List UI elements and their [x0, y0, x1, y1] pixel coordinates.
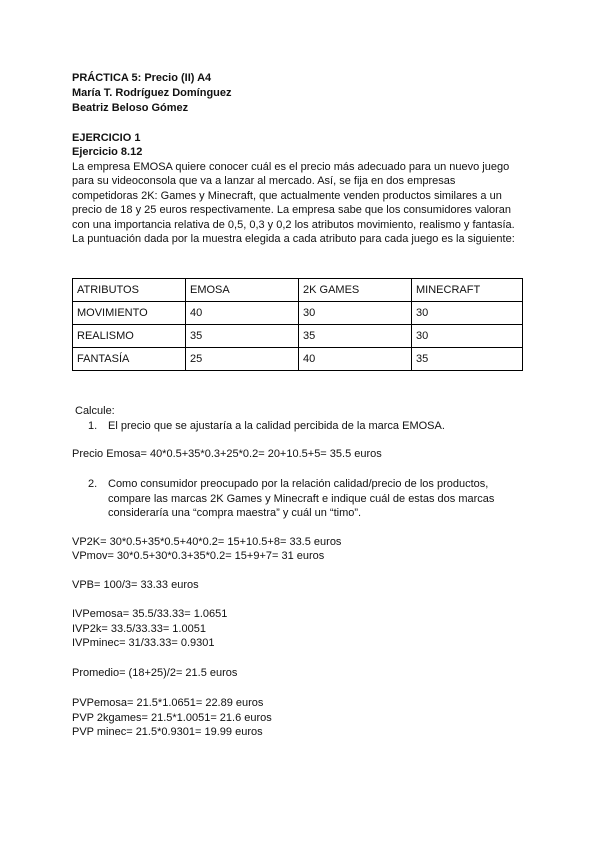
- answer-line: IVPminec= 31/33.33= 0.9301: [72, 637, 215, 649]
- table-cell: 35: [412, 348, 523, 371]
- question-text: compare las marcas 2K Games y Minecraft e indique cuál de estas dos marcas: [108, 493, 495, 505]
- answer-line: Precio Emosa= 40*0.5+35*0.3+25*0.2= 20+10.5+5= 35.5 euros: [72, 448, 382, 460]
- question-text: Como consumidor preocupado por la relación calidad/precio de los productos,: [108, 478, 489, 490]
- practice-title: PRÁCTICA 5: Precio (II) A4: [72, 72, 212, 84]
- table-cell: 35: [186, 325, 299, 348]
- attributes-table: [72, 278, 523, 371]
- answer-line: VPmov= 30*0.5+30*0.3+35*0.2= 15+9+7= 31 euros: [72, 550, 325, 562]
- table-cell: FANTASÍA: [73, 348, 186, 371]
- table-cell: REALISMO: [73, 325, 186, 348]
- statement-line: La puntuación dada por la muestra elegida a cada atributo para cada juego es la siguiente:: [72, 233, 515, 245]
- table-cell: 30: [412, 325, 523, 348]
- answer-line: Promedio= (18+25)/2= 21.5 euros: [72, 667, 238, 679]
- author-name: María T. Rodríguez Domínguez: [72, 87, 232, 99]
- answer-line: PVP 2kgames= 21.5*1.0051= 21.6 euros: [72, 712, 272, 724]
- answer-line: VP2K= 30*0.5+35*0.5+40*0.2= 15+10.5+8= 33.5 euros: [72, 536, 342, 548]
- table-cell: MOVIMIENTO: [73, 302, 186, 325]
- exercise-subheading: Ejercicio 8.12: [72, 146, 143, 158]
- question-text: El precio que se ajustaría a la calidad percibida de la marca EMOSA.: [108, 420, 445, 432]
- answer-line: VPB= 100/3= 33.33 euros: [72, 579, 199, 591]
- statement-line: para su videoconsola que va a lanzar al mercado. Así, se fija en dos empresas: [72, 175, 456, 187]
- question-text: consideraría una “compra maestra” y cuál un “timo”.: [108, 507, 362, 519]
- table-header-row: [73, 279, 523, 302]
- table-header-cell: EMOSA: [186, 279, 299, 302]
- table-cell: 25: [186, 348, 299, 371]
- answer-line: PVPemosa= 21.5*1.0651= 22.89 euros: [72, 697, 264, 709]
- question-number: 1.: [88, 420, 98, 432]
- table-cell: 30: [299, 302, 412, 325]
- table-row: [73, 302, 523, 325]
- table-header-cell: 2K GAMES: [299, 279, 412, 302]
- author-name: Beatriz Beloso Gómez: [72, 102, 189, 114]
- answer-line: PVP minec= 21.5*0.9301= 19.99 euros: [72, 726, 263, 738]
- table-cell: 30: [412, 302, 523, 325]
- calcule-label: Calcule:: [75, 405, 115, 417]
- table-cell: 40: [299, 348, 412, 371]
- statement-line: con una importancia relativa de 0,5, 0,3 y 0,2 los atributos movimiento, realismo y fantasía.: [72, 219, 515, 231]
- statement-line: La empresa EMOSA quiere conocer cuál es el precio más adecuado para un nuevo juego: [72, 161, 510, 173]
- answer-line: IVPemosa= 35.5/33.33= 1.0651: [72, 608, 228, 620]
- exercise-heading: EJERCICIO 1: [72, 132, 141, 144]
- table-header-cell: MINECRAFT: [412, 279, 523, 302]
- statement-line: precio de 18 y 25 euros respectivamente. La empresa sabe que los consumidores valoran: [72, 204, 512, 216]
- table-cell: 35: [299, 325, 412, 348]
- table-row: [73, 325, 523, 348]
- table-cell: 40: [186, 302, 299, 325]
- answer-line: IVP2k= 33.5/33.33= 1.0051: [72, 623, 206, 635]
- table-header-cell: ATRIBUTOS: [73, 279, 186, 302]
- statement-line: competidoras 2K: Games y Minecraft, que actualmente venden productos similares a un: [72, 190, 502, 202]
- question-number: 2.: [88, 478, 98, 490]
- table-row: [73, 348, 523, 371]
